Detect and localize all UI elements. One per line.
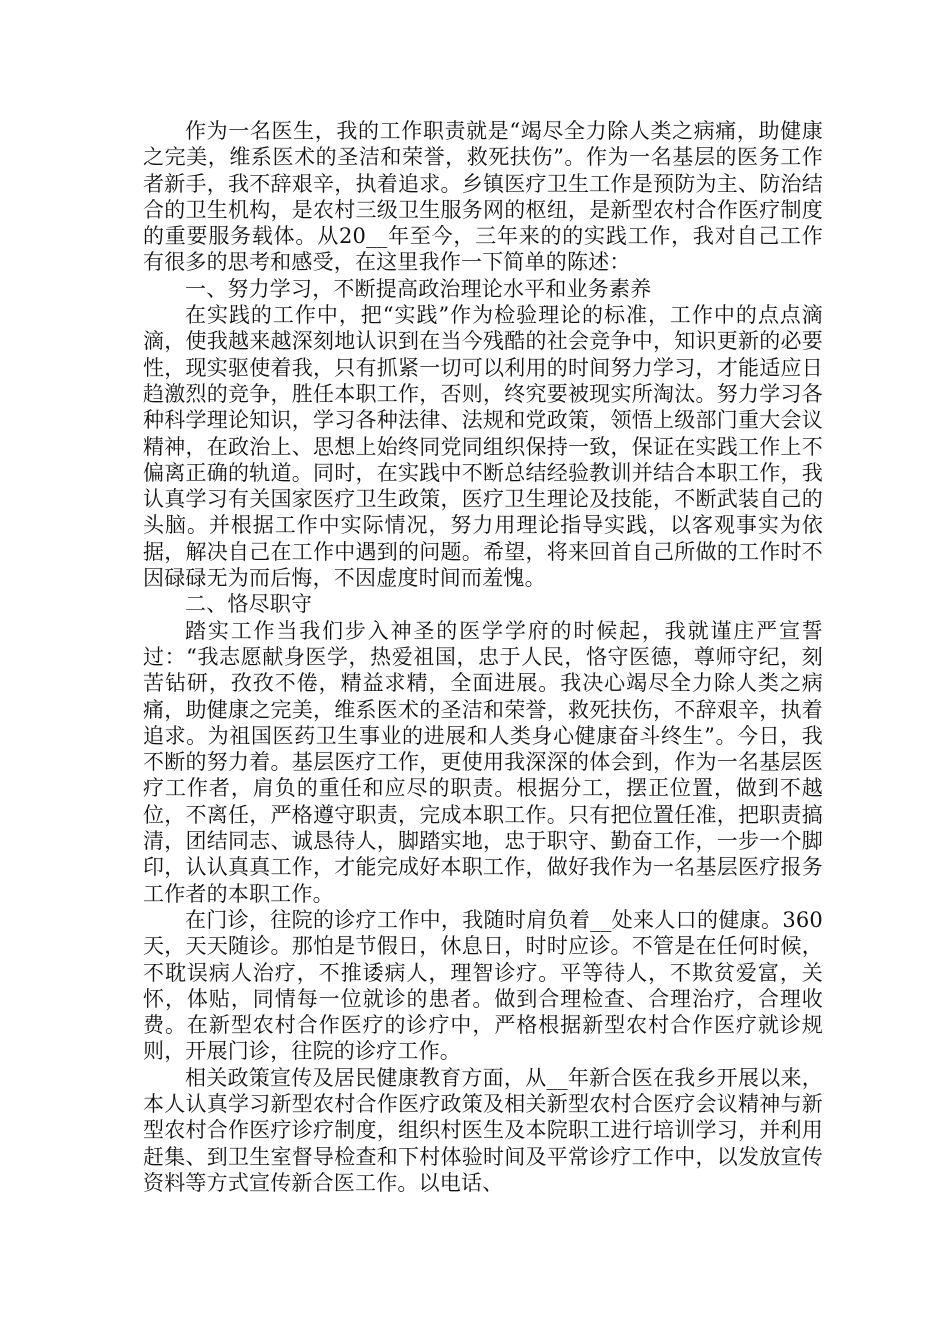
paragraph-duty: 踏实工作当我们步入神圣的医学学府的时候起，我就谨庄严宣誓过：“我志愿献身医学，热爱祖国，忠于人民，恪守医德，尊师守纪，刻苦钻研，孜孜不倦，精益求精，全面进展。我决心竭尽全力除人类之病痛，助健康之完美，维系医术的圣洁和荣誉，救死扶伤，不辞艰辛，执着追求。为祖国医药卫生事业的进展和人类身心健康奋斗终生”。今日，我不断的努力着。基层医疗工作，更使用我深深的体会到，作为一名基层医疗工作者，肩负的重任和应尽的职责。根据分工，摆正位置，做到不越位，不离任，严格遵守职责，完成本职工作。只有把位置任准，把职责搞清，团结同志、诚恳待人，脚踏实地，忠于职守、勤奋工作，一步一个脚印，认认真真工作，才能完成好本职工作，做好我作为一名基层医疗报务工作者的本职工作。 (143, 618, 823, 906)
document-body (143, 118, 823, 1196)
section-heading-2: 二、恪尽职守 (185, 592, 313, 617)
paragraph-study: 在实践的工作中，把“实践”作为检验理论的标准，工作中的点点滴滴，使我越来越深刻地认识到在当今残酷的社会竞争中，知识更新的必要性，现实驱使着我，只有抓紧一切可以利用的时间努力学习，才能适应日趋激烈的竞争，胜任本职工作，否则，终究要被现实所淘汰。努力学习各种科学理论知识，学习各种法律、法规和党政策，领悟上级部门重大会议精神，在政治上、思想上始终同党同组织保持一致，保证在实践工作上不偏离正确的轨道。同时，在实践中不断总结经验教训并结合本职工作，我认真学习有关国家医疗卫生政策，医疗卫生理论及技能，不断武装自己的头脑。并根据工作中实际情况，努力用理论指导实践，以客观事实为依据，解决自己在工作中遇到的问题。希望，将来回首自己所做的工作时不因碌碌无为而后悔，不因虚度时间而羞愧。 (143, 303, 823, 591)
paragraph-clinic: 在门诊，往院的诊疗工作中，我随时肩负着__处来人口的健康。360天，天天随诊。那怕是节假日，休息日，时时应诊。不管是在任何时候，不耽误病人治疗，不推诿病人，理智诊疗。平等待人，不欺贫爱富，关怀，体贴，同情每一位就诊的患者。做到合理检查、合理治疗，合理收费。在新型农村合作医疗的诊疗中，严格根据新型农村合作医疗就诊规则，开展门诊，往院的诊疗工作。 (143, 907, 823, 1064)
paragraph-intro: 作为一名医生，我的工作职责就是“竭尽全力除人类之病痛，助健康之完美，维系医术的圣洁和荣誉，救死扶伤”。作为一名基层的医务工作者新手，我不辞艰辛，执着追求。乡镇医疗卫生工作是预防为主、防治结合的卫生机构，是农村三级卫生服务网的枢纽，是新型农村合作医疗制度的重要服务载体。从20__年至今，三年来的的实践工作，我对自己工作有很多的思考和感受，在这里我作一下简单的陈述： (143, 119, 823, 275)
section-heading-1: 一、努力学习，不断提高政治理论水平和业务素养 (185, 276, 652, 301)
paragraph-policy: 相关政策宣传及居民健康教育方面，从__年新合医在我乡开展以来，本人认真学习新型农村合作医疗政策及相关新型农村合医疗会议精神与新型农村合作医疗诊疗制度，组织村医生及本院职工进行培训学习，并利用赶集、到卫生室督导检查和下村体验时间及平常诊疗工作中，以发放宣传资料等方式宣传新合医工作。以电话、 (143, 1065, 823, 1195)
